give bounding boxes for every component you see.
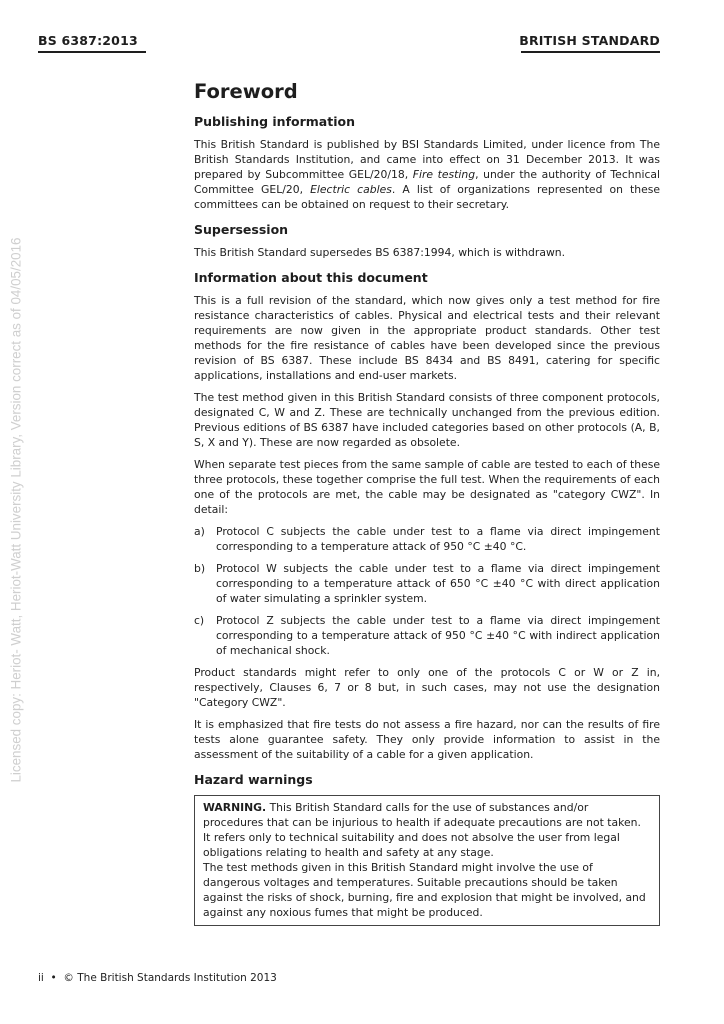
- information-paragraph: It is emphasized that fire tests do not assess a fire hazard, nor can the results of fire tests alone guarantee safety. They only provide information to assist in the assessment of the suitability of a cable for a given application.: [194, 718, 660, 761]
- publishing-text-2: , under the authority of Technical Committee GEL/20,: [194, 168, 661, 196]
- list-item-text: Protocol W subjects the cable under test to a flame via direct impingement corresponding to a temperature attack of 650 °C ±40 °C with direct application of water simulating a sprinkler system.: [216, 562, 660, 605]
- list-item: [194, 613, 660, 658]
- list-item-label: a): [194, 525, 205, 538]
- header-doc-id: BS 6387:2013: [38, 33, 138, 48]
- footer-copyright: © The British Standards Institution 2013: [63, 972, 277, 984]
- publishing-text-3: . A list of organizations represented on these committees can be obtained on request to their secretary.: [194, 183, 661, 211]
- supersession-section: [194, 222, 660, 260]
- publishing-text-1: This British Standard is published by BSI Standards Limited, under licence from The British Standards Institution, and came into effect on 31 December 2013. It was prepared by Subcommittee GEL/20/18,: [194, 138, 660, 181]
- supersession-paragraph: This British Standard supersedes BS 6387:1994, which is withdrawn.: [194, 246, 566, 259]
- warning-label: WARNING.: [203, 801, 267, 814]
- header-rule-right: [521, 51, 660, 53]
- header-series: BRITISH STANDARD: [519, 33, 660, 48]
- information-paragraph: When separate test pieces from the same sample of cable are tested to each of these three protocols, these together comprise the full test. When the requirements of each one of the protocols are met, the cable may be designated as "category CWZ". In detail:: [194, 458, 660, 516]
- page-number: ii: [38, 972, 44, 984]
- protocol-list: [194, 524, 660, 658]
- hazard-section: [194, 772, 660, 926]
- page-footer: [38, 972, 277, 984]
- information-heading: Information about this document: [194, 270, 428, 285]
- information-paragraph: Product standards might refer to only one of the protocols C or W or Z in, respectively, Clauses 6, 7 or 8 but, in such cases, may not use the designation "Category CWZ".: [194, 666, 660, 709]
- list-item-text: Protocol Z subjects the cable under test to a flame via direct impingement corresponding to a temperature attack of 950 °C ±40 °C with indirect application of mechanical shock.: [216, 614, 660, 657]
- page-title: Foreword: [194, 80, 298, 103]
- foreword-content: [194, 80, 660, 936]
- header-rule-left: [38, 51, 146, 53]
- list-item: [194, 561, 660, 606]
- supersession-heading: Supersession: [194, 222, 289, 237]
- warning-paragraph: [203, 800, 651, 860]
- publishing-emphasis-2: Electric cables: [310, 183, 392, 196]
- list-item-text: Protocol C subjects the cable under test to a flame via direct impingement corresponding to a temperature attack of 950 °C ±40 °C.: [216, 525, 660, 553]
- information-paragraph: The test method given in this British Standard consists of three component protocols, designated C, W and Z. These are technically unchanged from the previous edition. Previous editions of BS 6387 have included categories based on other protocols (A, B, S, X and Y). These are now regarded as obsolete.: [194, 391, 660, 449]
- information-paragraph: This is a full revision of the standard, which now gives only a test method for fire resistance characteristics of cables. Physical and electrical tests and their relevant requirements are now given in the appropriate product standards. Other test methods for the fire resistance of cables have been developed since the previous revision of BS 6387. These include BS 8434 and BS 8491, catering for specific applications, installations and end-user markets.: [194, 294, 660, 382]
- hazard-heading: Hazard warnings: [194, 772, 313, 787]
- warning-box: [194, 795, 660, 926]
- publishing-section: [194, 114, 660, 212]
- list-item-label: b): [194, 562, 206, 575]
- license-watermark: Licensed copy: Heriot- Watt, Heriot-Watt University Library, Version correct as of 04/05/2016: [8, 237, 24, 783]
- warning-paragraph-2: The test methods given in this British Standard might involve the use of dangerous voltages and temperatures. Suitable precautions should be taken against the risks of shock, burning, fire and explosion that might be involved, and against any noxious fumes that might be produced.: [203, 861, 646, 919]
- list-item-label: c): [194, 614, 205, 627]
- information-section: [194, 270, 660, 762]
- publishing-emphasis-1: Fire testing: [412, 168, 476, 181]
- footer-bullet: •: [50, 972, 57, 984]
- publishing-paragraph: [194, 137, 660, 212]
- list-item: [194, 524, 660, 554]
- warning-text: This British Standard calls for the use of substances and/or procedures that can be injurious to health if adequate precautions are not taken. It refers only to technical suitability and does not absolve the user from legal obligations relating to health and safety at any stage.: [203, 801, 641, 859]
- publishing-heading: Publishing information: [194, 114, 355, 129]
